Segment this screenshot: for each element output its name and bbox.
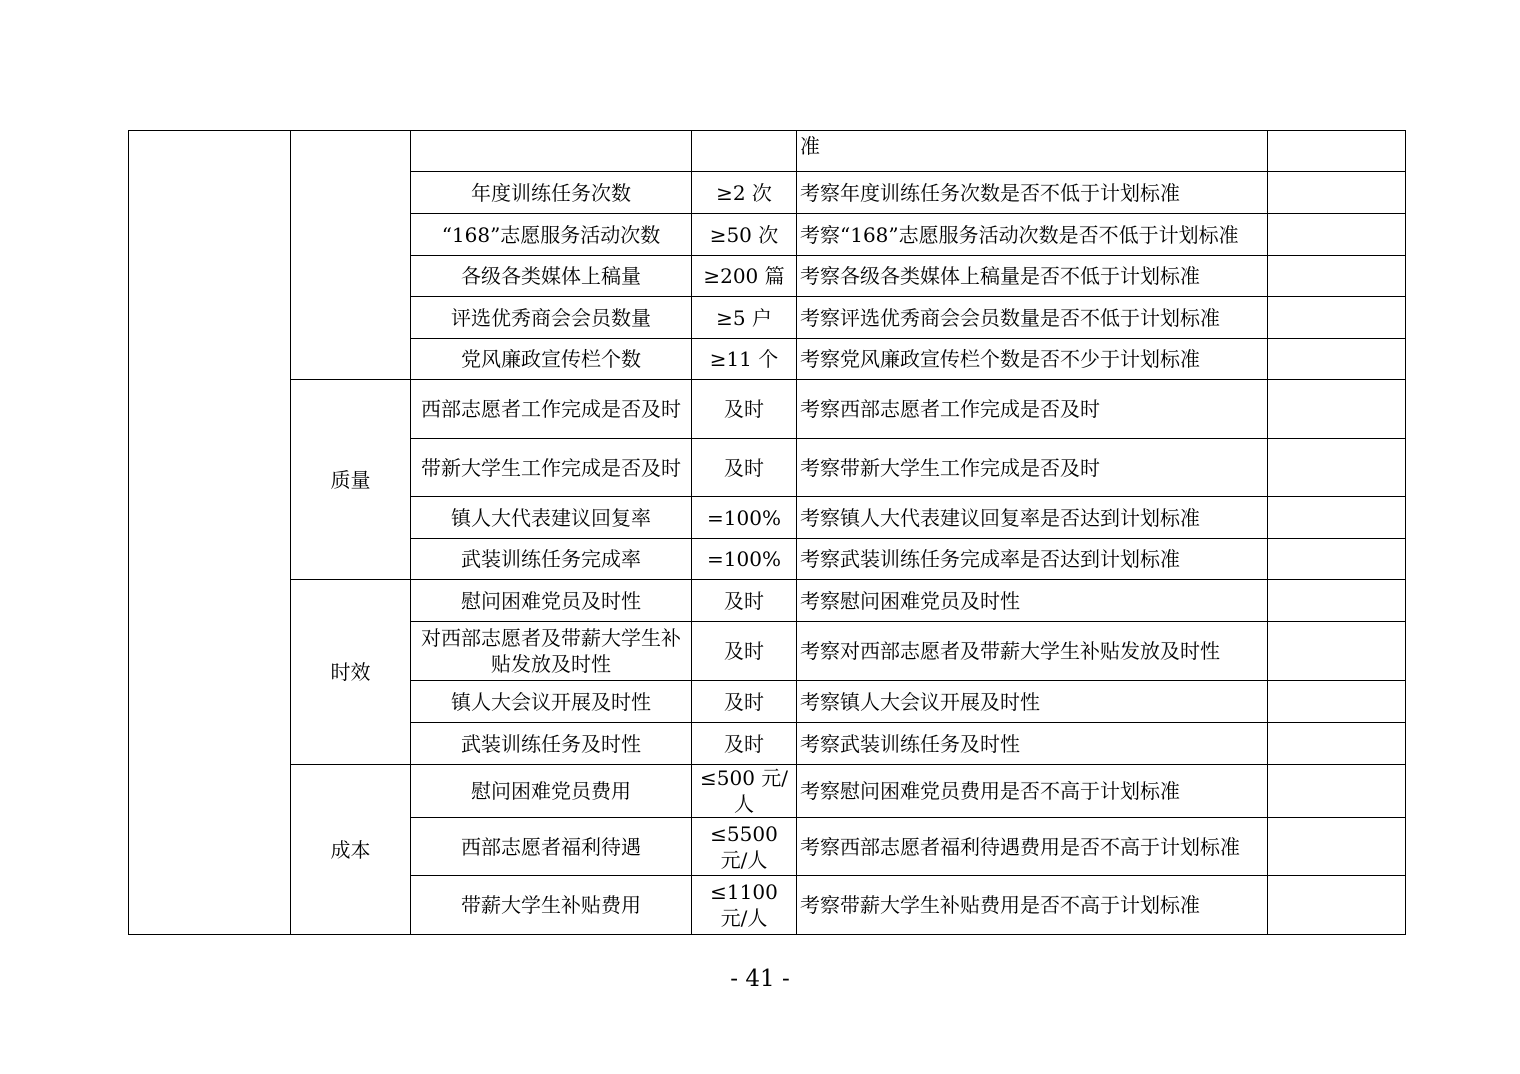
value-cell: 及时 bbox=[692, 439, 797, 497]
indicator-cell: 慰问困难党员费用 bbox=[411, 765, 692, 818]
value-cell bbox=[692, 131, 797, 172]
standard-cell: 准 bbox=[797, 131, 1268, 172]
remark-cell bbox=[1268, 214, 1406, 256]
category-cell: 时效 bbox=[291, 580, 411, 765]
standard-cell: 考察西部志愿者福利待遇费用是否不高于计划标准 bbox=[797, 818, 1268, 876]
indicator-cell: 慰问困难党员及时性 bbox=[411, 580, 692, 622]
standard-cell: 考察武装训练任务完成率是否达到计划标准 bbox=[797, 539, 1268, 580]
remark-cell bbox=[1268, 497, 1406, 539]
performance-indicator-table bbox=[128, 130, 1406, 935]
table-row bbox=[129, 580, 1406, 622]
value-cell: ≥50 次 bbox=[692, 214, 797, 256]
standard-cell: 考察武装训练任务及时性 bbox=[797, 723, 1268, 765]
value-cell: ≤500 元/人 bbox=[692, 765, 797, 818]
standard-cell: 考察对西部志愿者及带薪大学生补贴发放及时性 bbox=[797, 622, 1268, 681]
remark-cell bbox=[1268, 131, 1406, 172]
remark-cell bbox=[1268, 818, 1406, 876]
value-cell: 及时 bbox=[692, 622, 797, 681]
remark-cell bbox=[1268, 681, 1406, 723]
indicator-cell: 西部志愿者福利待遇 bbox=[411, 818, 692, 876]
table-row bbox=[129, 131, 1406, 172]
remark-cell bbox=[1268, 765, 1406, 818]
indicator-cell: 党风廉政宣传栏个数 bbox=[411, 339, 692, 380]
indicator-cell: 武装训练任务及时性 bbox=[411, 723, 692, 765]
remark-cell bbox=[1268, 339, 1406, 380]
table-row bbox=[129, 380, 1406, 439]
remark-cell bbox=[1268, 622, 1406, 681]
standard-cell: 考察年度训练任务次数是否不低于计划标准 bbox=[797, 172, 1268, 214]
remark-cell bbox=[1268, 256, 1406, 297]
value-cell: ≥11 个 bbox=[692, 339, 797, 380]
indicator-cell: 西部志愿者工作完成是否及时 bbox=[411, 380, 692, 439]
value-cell: ≥200 篇 bbox=[692, 256, 797, 297]
remark-cell bbox=[1268, 539, 1406, 580]
value-cell: 及时 bbox=[692, 723, 797, 765]
category-cell: 质量 bbox=[291, 380, 411, 580]
value-cell: ≤5500 元/人 bbox=[692, 818, 797, 876]
indicator-cell: 镇人大会议开展及时性 bbox=[411, 681, 692, 723]
remark-cell bbox=[1268, 439, 1406, 497]
standard-cell: 考察镇人大代表建议回复率是否达到计划标准 bbox=[797, 497, 1268, 539]
standard-cell: 考察带新大学生工作完成是否及时 bbox=[797, 439, 1268, 497]
remark-cell bbox=[1268, 380, 1406, 439]
remark-cell bbox=[1268, 172, 1406, 214]
remark-cell bbox=[1268, 580, 1406, 622]
value-cell: ≤1100 元/人 bbox=[692, 876, 797, 935]
indicator-cell: 带薪大学生补贴费用 bbox=[411, 876, 692, 935]
indicator-cell: 对西部志愿者及带薪大学生补贴发放及时性 bbox=[411, 622, 692, 681]
value-cell: =100% bbox=[692, 497, 797, 539]
standard-cell: 考察各级各类媒体上稿量是否不低于计划标准 bbox=[797, 256, 1268, 297]
standard-cell: 考察西部志愿者工作完成是否及时 bbox=[797, 380, 1268, 439]
level1-cell bbox=[129, 131, 291, 935]
indicator-cell bbox=[411, 131, 692, 172]
indicator-cell: “168”志愿服务活动次数 bbox=[411, 214, 692, 256]
indicator-cell: 带新大学生工作完成是否及时 bbox=[411, 439, 692, 497]
value-cell: ≥2 次 bbox=[692, 172, 797, 214]
indicator-cell: 各级各类媒体上稿量 bbox=[411, 256, 692, 297]
standard-cell: 考察党风廉政宣传栏个数是否不少于计划标准 bbox=[797, 339, 1268, 380]
value-cell: 及时 bbox=[692, 380, 797, 439]
standard-cell: 考察慰问困难党员及时性 bbox=[797, 580, 1268, 622]
standard-cell: 考察“168”志愿服务活动次数是否不低于计划标准 bbox=[797, 214, 1268, 256]
remark-cell bbox=[1268, 876, 1406, 935]
value-cell: 及时 bbox=[692, 580, 797, 622]
standard-cell: 考察慰问困难党员费用是否不高于计划标准 bbox=[797, 765, 1268, 818]
category-cell bbox=[291, 131, 411, 380]
table-row bbox=[129, 765, 1406, 818]
indicator-cell: 评选优秀商会会员数量 bbox=[411, 297, 692, 339]
page-number: - 41 - bbox=[730, 966, 790, 992]
value-cell: ≥5 户 bbox=[692, 297, 797, 339]
value-cell: 及时 bbox=[692, 681, 797, 723]
standard-cell: 考察评选优秀商会会员数量是否不低于计划标准 bbox=[797, 297, 1268, 339]
indicator-cell: 武装训练任务完成率 bbox=[411, 539, 692, 580]
remark-cell bbox=[1268, 297, 1406, 339]
standard-cell: 考察镇人大会议开展及时性 bbox=[797, 681, 1268, 723]
indicator-cell: 镇人大代表建议回复率 bbox=[411, 497, 692, 539]
standard-cell: 考察带薪大学生补贴费用是否不高于计划标准 bbox=[797, 876, 1268, 935]
category-cell: 成本 bbox=[291, 765, 411, 935]
indicator-cell: 年度训练任务次数 bbox=[411, 172, 692, 214]
value-cell: =100% bbox=[692, 539, 797, 580]
remark-cell bbox=[1268, 723, 1406, 765]
